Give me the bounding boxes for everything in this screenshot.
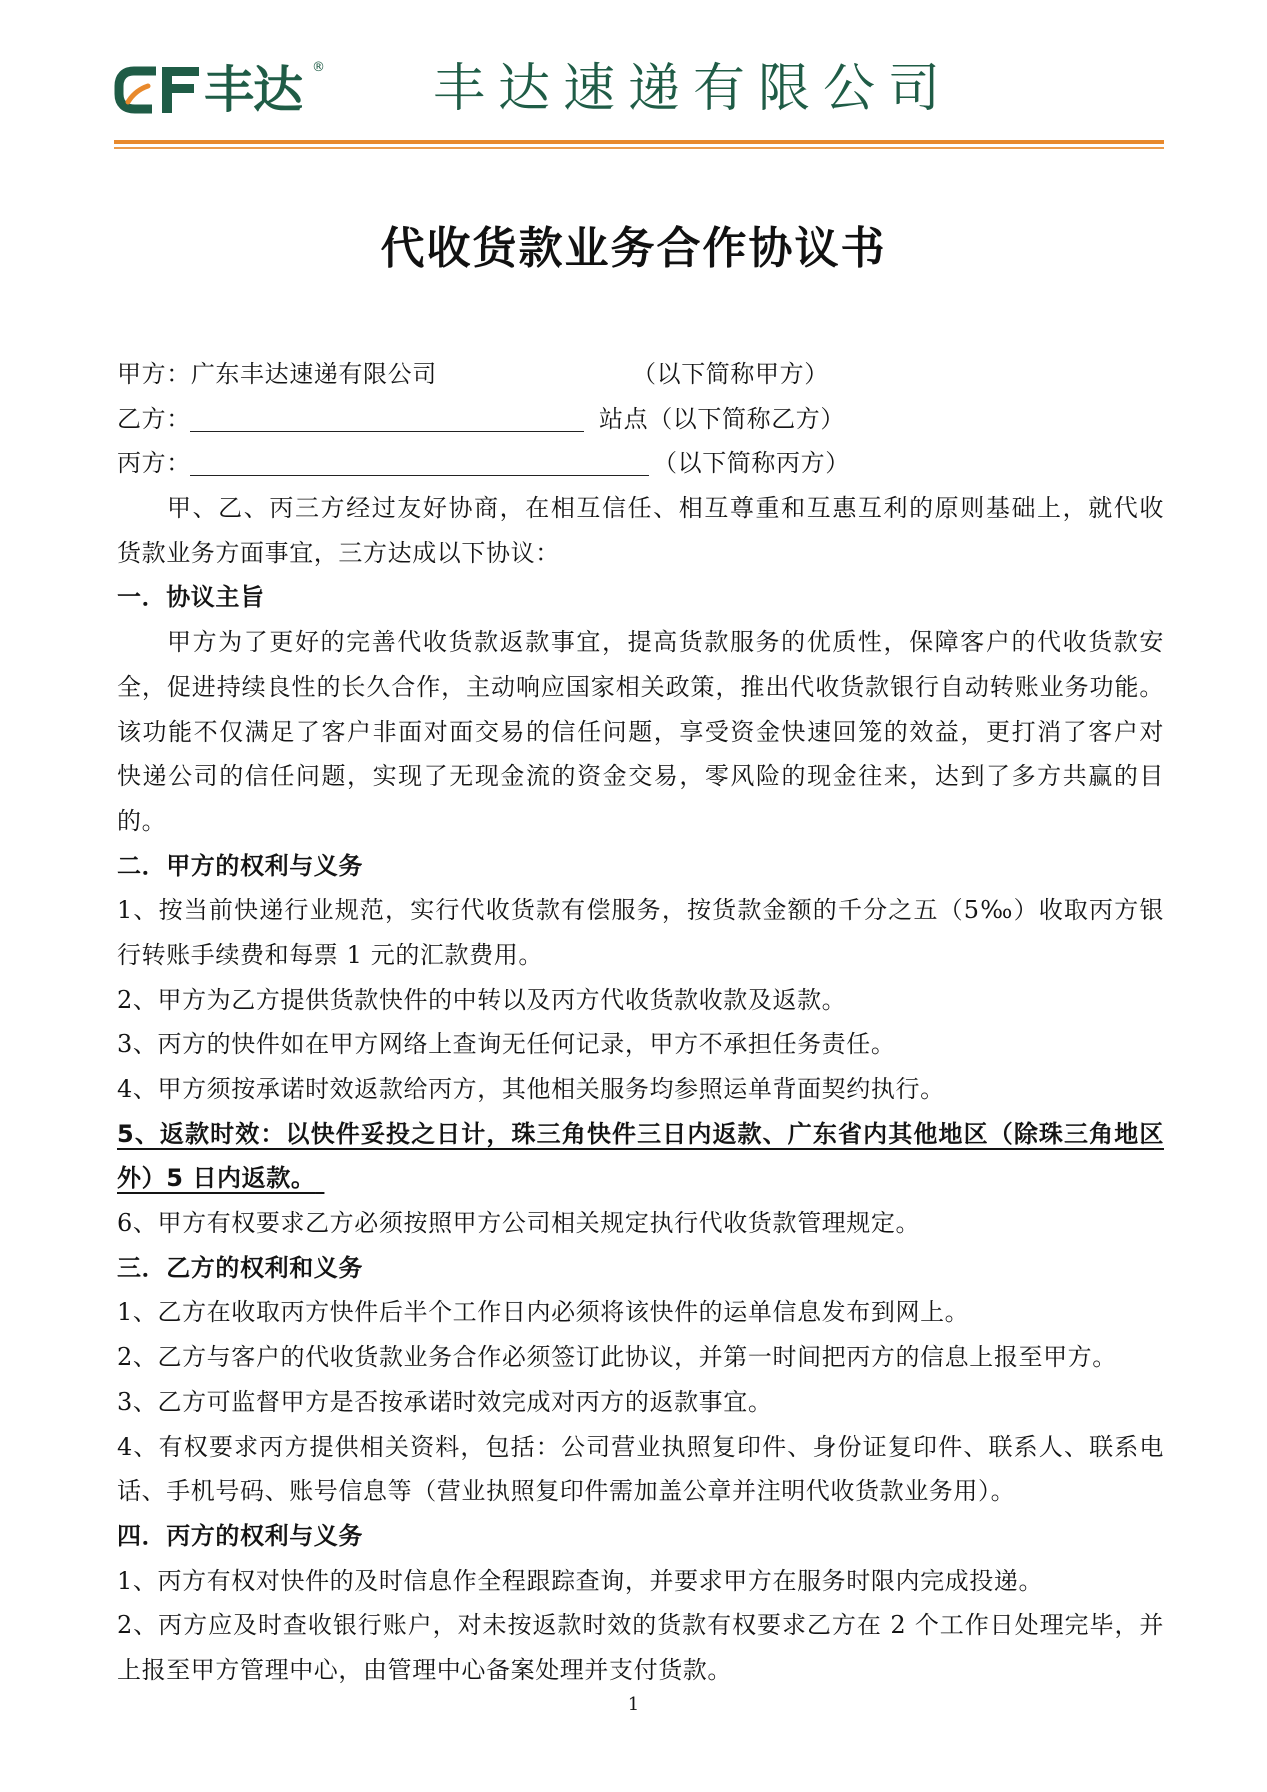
refund-timeline-clause-line-wrap (117, 1156, 1164, 1201)
party-b-label: 乙方： (117, 404, 191, 433)
refund-timeline-clause-text: 外）5 日内返款。 (117, 1164, 316, 1193)
company-name: 丰达速递有限公司 (433, 59, 954, 119)
section-heading: 一．协议主旨 (117, 583, 265, 612)
header-rule-thin (114, 147, 1164, 149)
section-heading: 四．丙方的权利与义务 (117, 1521, 363, 1550)
clause-line: 4、甲方须按承诺时效返款给丙方，其他相关服务均参照运单背面契约执行。 (117, 1075, 945, 1103)
party-c-label: 丙方： (117, 449, 191, 478)
header-rule-thick (114, 140, 1164, 144)
logo-wordmark: 丰达 (204, 61, 302, 119)
underline-tail (315, 1164, 324, 1192)
party-c-suffix: （以下简称丙方） (653, 449, 850, 478)
clause-line: 3、乙方可监督甲方是否按承诺时效完成对丙方的返款事宜。 (117, 1387, 773, 1416)
party-a-line (117, 352, 1164, 397)
clause-line: 话、手机号码、账号信息等（营业执照复印件需加盖公章并注明代收货款业务用）。 (117, 1477, 1016, 1506)
paragraph-line: 甲方为了更好的完善代收货款返款事宜，提高货款服务的优质性，保障客户的代收货款安 (167, 628, 1164, 657)
party-b-line (117, 397, 1164, 442)
party-a-alias: （以下简称甲方） (632, 360, 829, 388)
clause-line: 2、乙方与客户的代收货款业务合作必须签订此协议，并第一时间把丙方的信息上报至甲方。 (117, 1343, 1117, 1372)
clause-line: 2、甲方为乙方提供货款快件的中转以及丙方代收货款收款及返款。 (117, 985, 847, 1014)
party-a-name: 广东丰达速递有限公司 (190, 360, 437, 388)
clause-line: 上报至甲方管理中心，由管理中心备案处理并支付货款。 (117, 1655, 732, 1684)
clause-line: 2、丙方应及时查收银行账户，对未按返款时效的货款有权要求乙方在 2 个工作日处理完毕，并 (117, 1611, 1164, 1640)
paragraph-line: 快递公司的信任问题，实现了无现金流的资金交易，零风险的现金往来，达到了多方共赢的目 (117, 762, 1164, 791)
clause-line: 行转账手续费和每票 1 元的汇款费用。 (117, 940, 543, 969)
document-title: 代收货款业务合作协议书 (380, 223, 887, 274)
clause-line: 1、按当前快递行业规范，实行代收货款有偿服务，按货款金额的千分之五（5‰）收取丙方银 (117, 896, 1164, 925)
registered-trademark-mark: ® (312, 60, 325, 75)
paragraph-line: 的。 (117, 806, 167, 835)
party-c-blank-line (190, 475, 649, 476)
intro-line: 甲、乙、丙三方经过友好协商，在相互信任、相互尊重和互惠互利的原则基础上，就代收 (167, 494, 1164, 523)
clause-line: 1、丙方有权对快件的及时信息作全程跟踪查询，并要求甲方在服务时限内完成投递。 (117, 1566, 1044, 1595)
page-number: 1 (627, 1694, 640, 1715)
party-a-label: 甲方： (117, 360, 191, 388)
intro-line: 货款业务方面事宜，三方达成以下协议： (117, 538, 560, 567)
clause-line: 1、乙方在收取丙方快件后半个工作日内必须将该快件的运单信息发布到网上。 (117, 1298, 970, 1327)
paragraph-line: 全，促进持续良性的长久合作，主动响应国家相关政策，推出代收货款银行自动转账业务功能。 (117, 672, 1164, 701)
clause-line: 3、丙方的快件如在甲方网络上查询无任何记录，甲方不承担任务责任。 (117, 1030, 896, 1059)
party-b-suffix: 站点（以下简称乙方） (599, 404, 845, 433)
logo-mark-icon (114, 65, 202, 115)
clause-line: 4、有权要求丙方提供相关资料，包括：公司营业执照复印件、身份证复印件、联系人、联系电 (117, 1432, 1164, 1461)
refund-timeline-clause-line: 5、返款时效：以快件妥投之日计，珠三角快件三日内返款、广东省内其他地区（除珠三角地区 (117, 1119, 1164, 1148)
company-logo (114, 60, 344, 119)
paragraph-line: 该功能不仅满足了客户非面对面交易的信任问题，享受资金快速回笼的效益，更打消了客户对 (117, 717, 1164, 746)
clause-line: 6、甲方有权要求乙方必须按照甲方公司相关规定执行代收货款管理规定。 (117, 1209, 921, 1238)
party-c-line (117, 441, 1164, 486)
section-heading: 二．甲方的权利与义务 (117, 851, 363, 880)
agreement-body (117, 352, 1164, 1693)
section-heading: 三．乙方的权利和义务 (117, 1253, 363, 1282)
party-b-blank-line (190, 431, 584, 432)
